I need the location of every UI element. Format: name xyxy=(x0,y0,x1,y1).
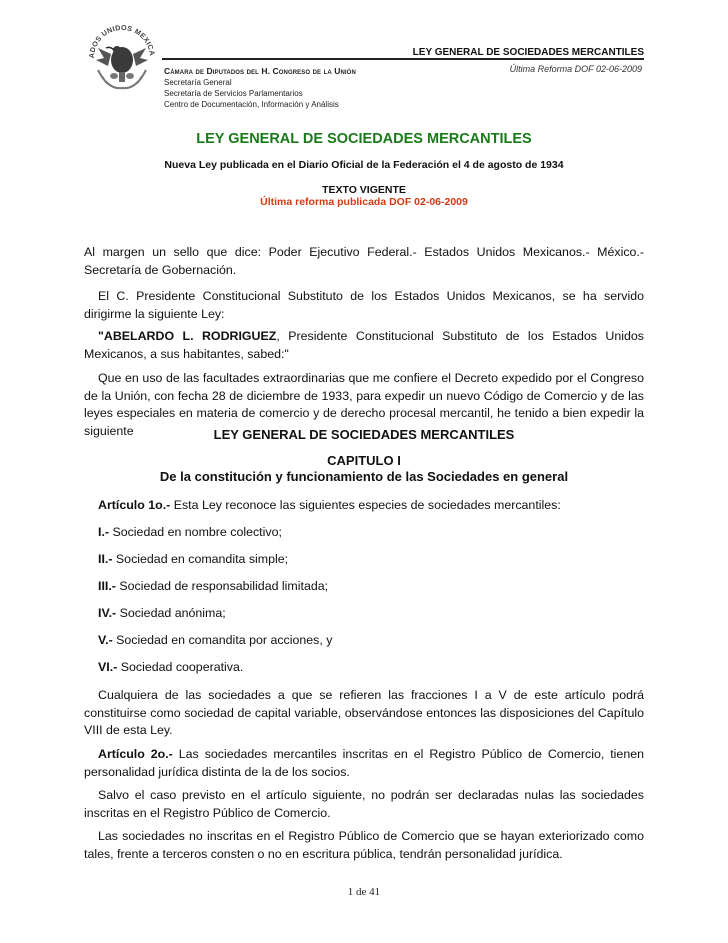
article-2 xyxy=(84,746,644,781)
list-item-text: Sociedad de responsabilidad limitada; xyxy=(115,579,329,593)
list-item-text: Sociedad en comandita por acciones, y xyxy=(112,633,333,647)
list-item-number: I.- xyxy=(98,525,110,539)
header-last-reform: Última Reforma DOF 02-06-2009 xyxy=(509,64,642,74)
list-item-number: II.- xyxy=(98,552,113,566)
list-item xyxy=(98,578,328,596)
article-1-text: Esta Ley reconoce las siguientes especies de sociedades mercantiles: xyxy=(170,498,561,512)
list-item-text: Sociedad en nombre colectivo; xyxy=(109,525,282,539)
texto-vigente-label: TEXTO VIGENTE xyxy=(322,184,406,196)
chapter-number: CAPITULO I xyxy=(327,453,401,468)
article-1-label: Artículo 1o.- xyxy=(98,498,171,512)
header-divider xyxy=(162,58,644,60)
publication-note: Nueva Ley publicada en el Diario Oficial de la Federación el 4 de agosto de 1934 xyxy=(164,159,564,171)
page-number: 1 de 41 xyxy=(347,886,381,898)
paragraph-unregistered: Las sociedades no inscritas en el Registro Público de Comercio que se hayan exteriorizado como tales, frente a terceros consten o no en escritura pública, tendrán personalidad jurídica. xyxy=(84,829,644,861)
list-item-text: Sociedad en comandita simple; xyxy=(112,552,289,566)
paragraph-president: El C. Presidente Constitucional Substituto de los Estados Unidos Mexicanos, se ha servido dirigirme la siguiente Ley: xyxy=(84,289,644,321)
article-2-text: Las sociedades mercantiles inscritas en el Registro Público de Comercio, tienen personalidad jurídica distinta de la de los socios. xyxy=(84,747,644,779)
header-institution xyxy=(164,66,356,110)
article-1 xyxy=(84,497,644,515)
last-reform-note: Última reforma publicada DOF 02-06-2009 xyxy=(260,196,468,208)
list-item-number: III.- xyxy=(98,579,116,593)
paragraph-nullity: Salvo el caso previsto en el artículo siguiente, no podrán ser declaradas nulas las sociedades inscritas en el Registro Público de Comercio. xyxy=(84,788,644,820)
chapter-title: De la constitución y funcionamiento de las Sociedades en general xyxy=(159,469,569,484)
list-item-number: V.- xyxy=(98,633,113,647)
list-item-number: VI.- xyxy=(98,660,118,674)
institution-subline: Secretaría de Servicios Parlamentarios xyxy=(164,89,303,98)
president-name: "ABELARDO L. RODRIGUEZ xyxy=(98,329,277,343)
article-2-label: Artículo 2o.- xyxy=(98,747,173,761)
law-title-heading: LEY GENERAL DE SOCIEDADES MERCANTILES xyxy=(213,427,515,442)
paragraph-decree-heading xyxy=(84,328,644,363)
list-item xyxy=(98,659,243,677)
list-item xyxy=(98,551,288,569)
institution-subline: Centro de Documentación, Información y Análisis xyxy=(164,100,339,109)
mexican-coat-of-arms-seal xyxy=(84,20,160,96)
law-main-title: LEY GENERAL DE SOCIEDADES MERCANTILES xyxy=(196,131,532,147)
paragraph-faculties: Que en uso de las facultades extraordinarias que me confiere el Decreto expedido por el Congreso de la Unión, con fecha 28 de diciembre de 1933, para expedir un nuevo Código de Comercio y de las leyes especiales en materia de comercio y de derecho procesal mercantil, he tenido a bien expedir la siguiente xyxy=(84,371,644,438)
paragraph-seal-note: Al margen un sello que dice: Poder Ejecutivo Federal.- Estados Unidos Mexicanos.- México.- Secretaría de Gobernación. xyxy=(84,245,644,277)
institution-name: Cámara de Diputados del H. Congreso de la Unión xyxy=(164,66,356,76)
list-item xyxy=(98,524,282,542)
seal-text: ADOS UNIDOS MEXICA xyxy=(86,22,157,59)
list-item-number: IV.- xyxy=(98,606,117,620)
institution-subline: Secretaría General xyxy=(164,78,232,87)
paragraph-decree-rest: , Presidente Constitucional Substituto de los Estados Unidos Mexicanos, a sus habitantes, sabed:" xyxy=(84,329,644,361)
list-item-text: Sociedad cooperativa. xyxy=(117,660,244,674)
list-item xyxy=(98,632,332,650)
list-item xyxy=(98,605,226,623)
paragraph-capital-variable: Cualquiera de las sociedades a que se refieren las fracciones I a V de este artículo podrá constituirse como sociedad de capital variable, observándose entonces las disposiciones del Capítulo VIII de esta Ley. xyxy=(84,688,644,737)
header-document-title: LEY GENERAL DE SOCIEDADES MERCANTILES xyxy=(412,47,644,58)
list-item-text: Sociedad anónima; xyxy=(116,606,226,620)
